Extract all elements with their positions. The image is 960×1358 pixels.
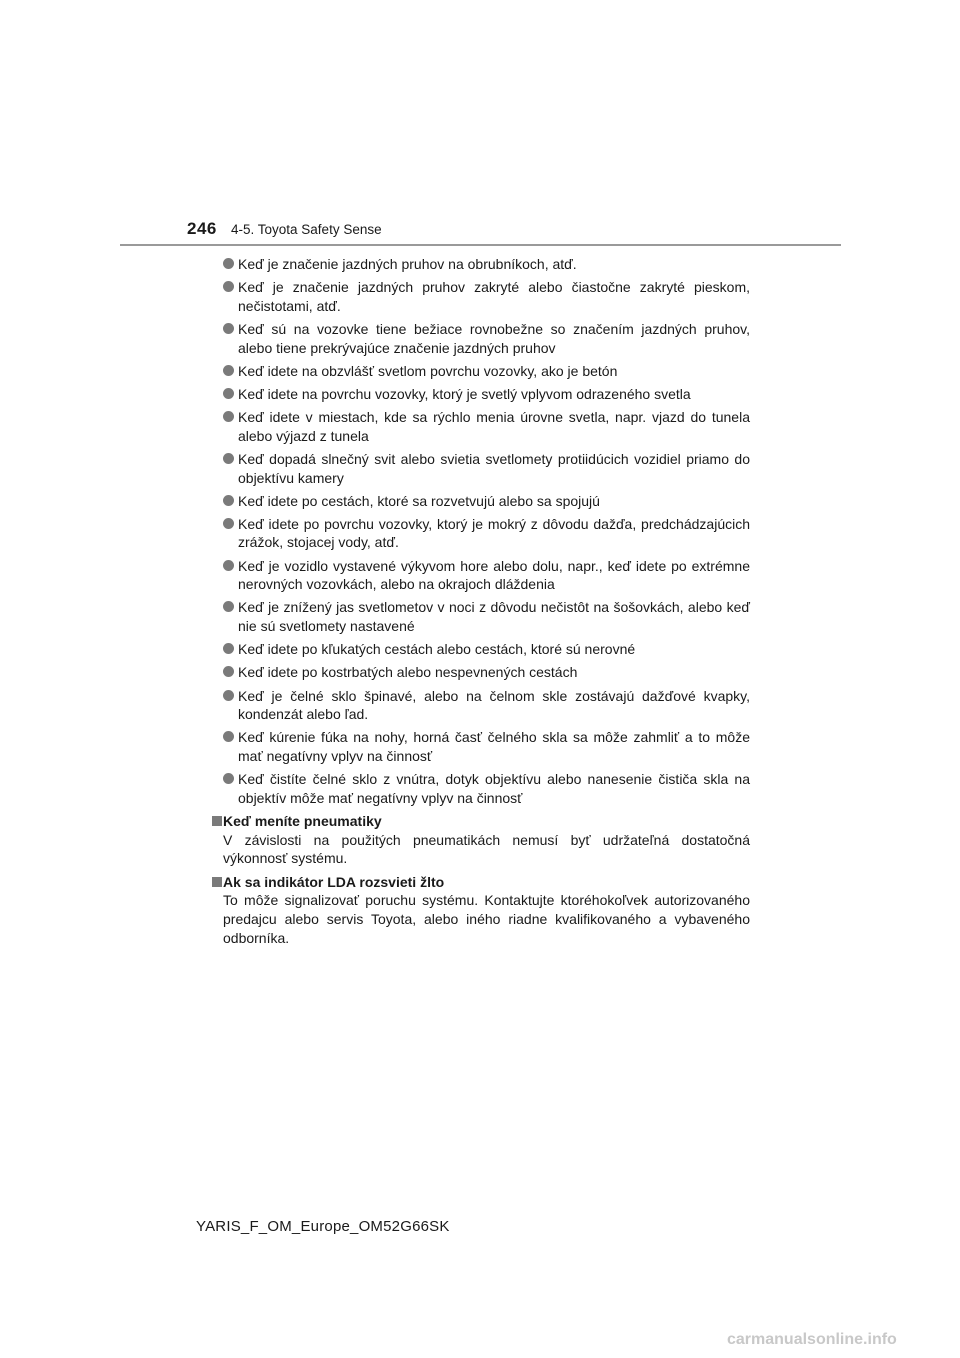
list-item bbox=[223, 640, 750, 659]
section-paragraph-tires: V závislosti na použitých pneumatikách nemusí byť udržateľná dostatočná výkonnosť systému. bbox=[223, 831, 750, 867]
watermark-link[interactable]: carmanualsonline.info bbox=[727, 1331, 897, 1348]
list-item bbox=[223, 557, 750, 594]
list-item-text: Keď kúrenie fúka na nohy, horná časť čelného skla sa môže zahmliť a to môže mať negatívny vplyv na činnosť bbox=[238, 729, 750, 764]
list-item bbox=[223, 687, 750, 724]
main-content bbox=[223, 255, 750, 952]
list-item-text: Keď idete v miestach, kde sa rýchlo menia úrovne svetla, napr. vjazd do tunela alebo výjazd z tunela bbox=[238, 409, 750, 444]
list-item bbox=[223, 663, 750, 682]
list-item bbox=[223, 385, 750, 404]
bullet-dot-icon bbox=[223, 643, 234, 654]
list-item-text: Keď idete na povrchu vozovky, ktorý je svetlý vplyvom odrazeného svetla bbox=[238, 385, 691, 402]
square-bullet-icon bbox=[212, 877, 222, 887]
bullet-dot-icon bbox=[223, 666, 234, 677]
list-item-text: Keď čistíte čelné sklo z vnútra, dotyk objektívu alebo nanesenie čističa skla na objektív môže mať negatívny vplyv na činnosť bbox=[238, 771, 750, 806]
bullet-dot-icon bbox=[223, 560, 234, 571]
bullet-dot-icon bbox=[223, 601, 234, 612]
bullet-dot-icon bbox=[223, 773, 234, 784]
section-heading-text: Ak sa indikátor LDA rozsvieti žlto bbox=[223, 873, 445, 890]
list-item-text: Keď je vozidlo vystavené výkyvom hore alebo dolu, napr., keď idete po extrémne nerovných vozovkách, alebo na okrajoch dláždenia bbox=[238, 557, 750, 593]
bullet-dot-icon bbox=[223, 323, 234, 334]
list-item bbox=[223, 492, 750, 511]
list-item-text: Keď idete po kostrbatých alebo nespevnených cestách bbox=[238, 664, 578, 681]
section-heading-lda-indicator bbox=[223, 873, 750, 892]
footer-doc-code: YARIS_F_OM_Europe_OM52G66SK bbox=[196, 1218, 450, 1235]
section-heading-tires bbox=[223, 812, 750, 831]
bullet-dot-icon bbox=[223, 690, 234, 701]
header-rule bbox=[120, 244, 841, 246]
section-title: 4-5. Toyota Safety Sense bbox=[231, 222, 382, 237]
list-item bbox=[223, 362, 750, 381]
list-item-text: Keď idete po povrchu vozovky, ktorý je mokrý z dôvodu dažďa, predchádzajúcich zrážok, stojacej vody, atď. bbox=[238, 515, 750, 551]
bullet-dot-icon bbox=[223, 731, 234, 742]
list-item-text: Keď idete na obzvlášť svetlom povrchu vozovky, ako je betón bbox=[238, 362, 618, 379]
page-number: 246 bbox=[187, 219, 217, 238]
list-item-text: Keď sú na vozovke tiene bežiace rovnobežne so značením jazdných pruhov, alebo tiene prekrývajúce značenie jazdných pruhov bbox=[238, 320, 750, 356]
list-item-text: Keď idete po cestách, ktoré sa rozvetvujú alebo sa spojujú bbox=[238, 492, 600, 509]
list-item-text: Keď dopadá slnečný svit alebo svietia svetlomety protiidúcich vozidiel priamo do objektívu kamery bbox=[238, 450, 750, 486]
bullet-dot-icon bbox=[223, 411, 234, 422]
bullet-dot-icon bbox=[223, 281, 234, 292]
bullet-dot-icon bbox=[223, 388, 234, 399]
list-item bbox=[223, 598, 750, 635]
section-paragraph-lda-indicator: To môže signalizovať poruchu systému. Kontaktujte ktoréhokoľvek autorizovaného predajcu alebo servis Toyota, alebo iného riadne kvalifikovaného a vybaveného odborníka. bbox=[223, 892, 750, 946]
bullet-dot-icon bbox=[223, 453, 234, 464]
bullet-list bbox=[223, 255, 750, 807]
list-item-text: Keď je značenie jazdných pruhov zakryté alebo čiastočne zakryté pieskom, nečistotami, atď. bbox=[238, 279, 750, 314]
list-item bbox=[223, 320, 750, 357]
list-item bbox=[223, 450, 750, 487]
list-item-text: Keď je čelné sklo špinavé, alebo na čelnom skle zostávajú dažďové kvapky, kondenzát alebo ľad. bbox=[238, 687, 750, 723]
square-bullet-icon bbox=[212, 816, 222, 826]
list-item-text: Keď je značenie jazdných pruhov na obrubníkoch, atď. bbox=[238, 256, 577, 272]
list-item-text: Keď je znížený jas svetlometov v noci z dôvodu nečistôt na šošovkách, alebo keď nie sú svetlomety nastavené bbox=[238, 599, 750, 635]
section-heading-text: Keď meníte pneumatiky bbox=[223, 812, 382, 829]
list-item bbox=[223, 278, 750, 315]
bullet-dot-icon bbox=[223, 518, 234, 529]
bullet-dot-icon bbox=[223, 495, 234, 506]
bullet-dot-icon bbox=[223, 258, 234, 269]
list-item bbox=[223, 255, 750, 274]
list-item bbox=[223, 515, 750, 552]
bullet-dot-icon bbox=[223, 365, 234, 376]
list-item bbox=[223, 770, 750, 807]
list-item bbox=[223, 728, 750, 765]
list-item bbox=[223, 408, 750, 445]
list-item-text: Keď idete po kľukatých cestách alebo cestách, ktoré sú nerovné bbox=[238, 641, 636, 658]
